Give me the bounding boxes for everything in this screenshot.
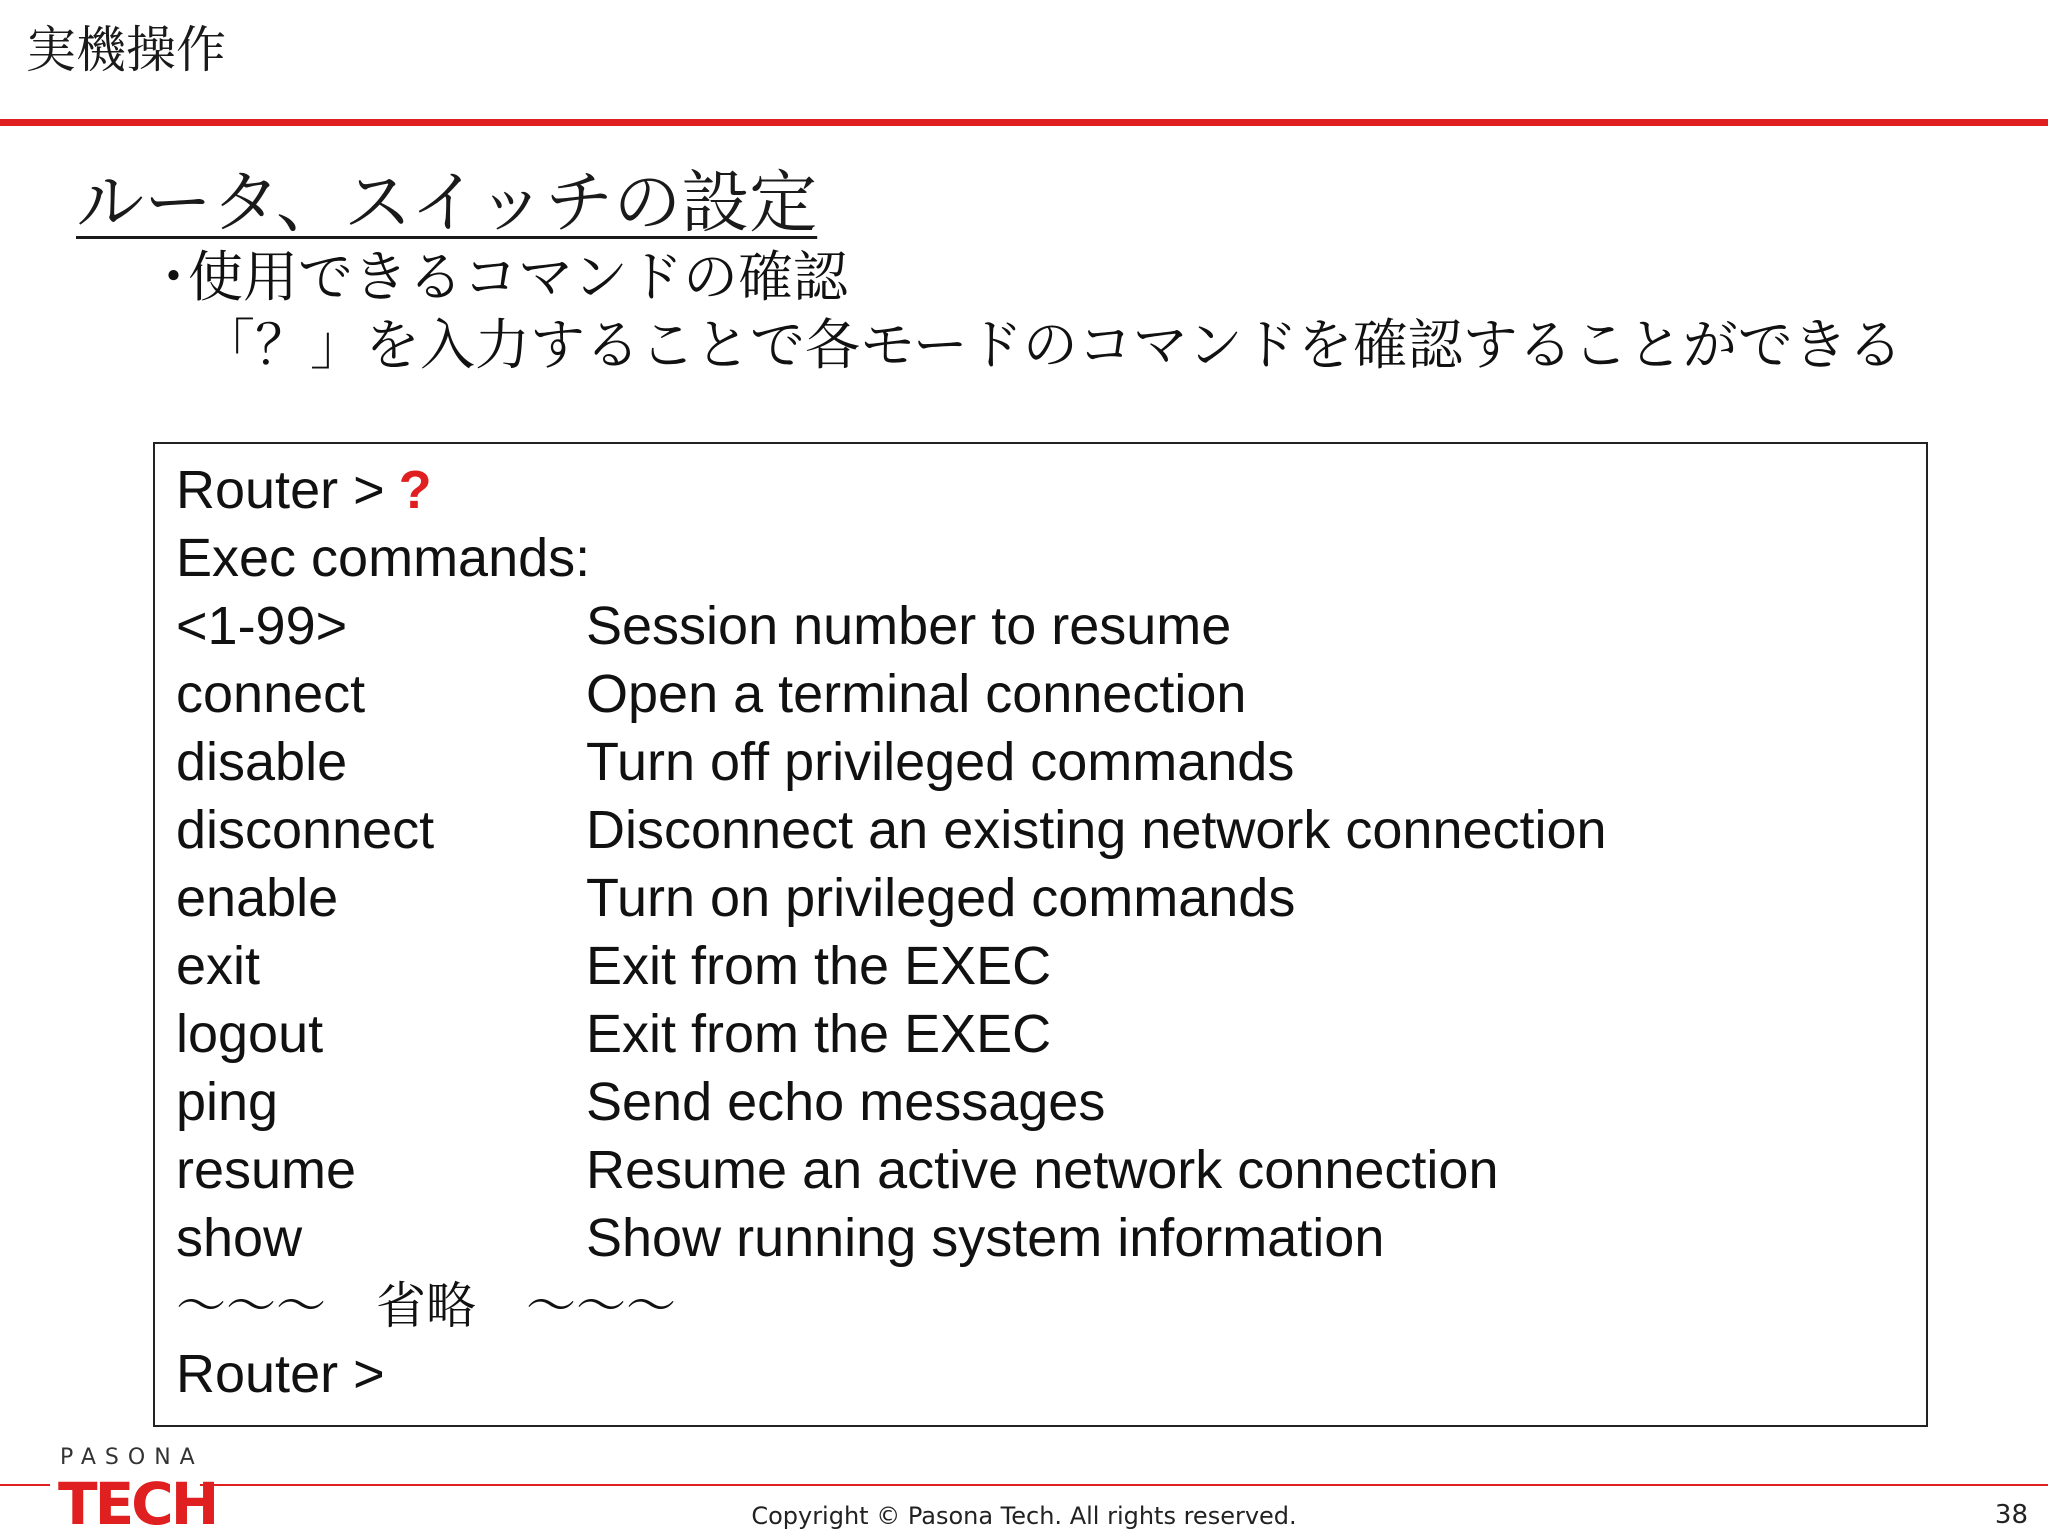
omitted-text: ～～～ 省略 ～～～	[176, 1277, 676, 1335]
command-name: ping	[176, 1072, 279, 1132]
final-prompt-line	[176, 1340, 1926, 1408]
command-description: Exit from the EXEC	[586, 936, 1052, 996]
omitted-line	[176, 1272, 1926, 1340]
command-description: Open a terminal connection	[586, 664, 1247, 724]
command-name: enable	[176, 868, 339, 928]
router-prompt: Router >	[176, 1344, 385, 1404]
bullet-point	[146, 244, 848, 310]
command-description: Turn on privileged commands	[586, 868, 1296, 928]
command-row	[176, 1136, 1926, 1204]
command-description: Show running system information	[586, 1208, 1385, 1268]
footer-divider	[0, 1484, 2048, 1486]
command-description: Turn off privileged commands	[586, 732, 1295, 792]
command-name: disconnect	[176, 800, 435, 860]
section-label: 実機操作	[26, 21, 226, 79]
exec-heading-text: Exec commands:	[176, 528, 591, 588]
terminal-output-box	[153, 442, 1928, 1427]
copyright-text: Copyright © Pasona Tech. All rights reserved.	[751, 1502, 1297, 1530]
command-row	[176, 660, 1926, 728]
help-query: ?	[398, 460, 432, 520]
header-divider	[0, 119, 2048, 126]
router-prompt: Router >	[176, 460, 385, 520]
slide-title: ルータ、スイッチの設定	[76, 164, 818, 243]
command-name: connect	[176, 664, 366, 724]
command-description: Send echo messages	[586, 1072, 1106, 1132]
command-row	[176, 932, 1926, 1000]
command-name: exit	[176, 936, 261, 996]
bullet-text: 使用できるコマンドの確認	[188, 245, 849, 309]
command-row	[176, 592, 1926, 660]
description-text: 「？」を入力することで各モードのコマンドを確認することができる	[200, 313, 1903, 377]
command-name: logout	[176, 1004, 324, 1064]
command-name: resume	[176, 1140, 357, 1200]
page-number: 38	[1994, 1500, 2028, 1530]
brand-logo-main: TECH	[58, 1470, 217, 1536]
command-row	[176, 796, 1926, 864]
command-row	[176, 1068, 1926, 1136]
command-name: show	[176, 1208, 303, 1268]
command-description: Resume an active network connection	[586, 1140, 1499, 1200]
command-name: disable	[176, 732, 348, 792]
command-row	[176, 728, 1926, 796]
command-name: <1-99>	[176, 596, 348, 656]
command-row	[176, 864, 1926, 932]
command-description: Disconnect an existing network connection	[586, 800, 1607, 860]
exec-heading	[176, 524, 1926, 592]
bullet-marker: ・	[146, 245, 202, 309]
prompt-line	[176, 456, 1926, 524]
command-description: Session number to resume	[586, 596, 1232, 656]
command-description: Exit from the EXEC	[586, 1004, 1052, 1064]
command-row	[176, 1204, 1926, 1272]
command-row	[176, 1000, 1926, 1068]
brand-logo-top: PASONA	[60, 1445, 204, 1470]
